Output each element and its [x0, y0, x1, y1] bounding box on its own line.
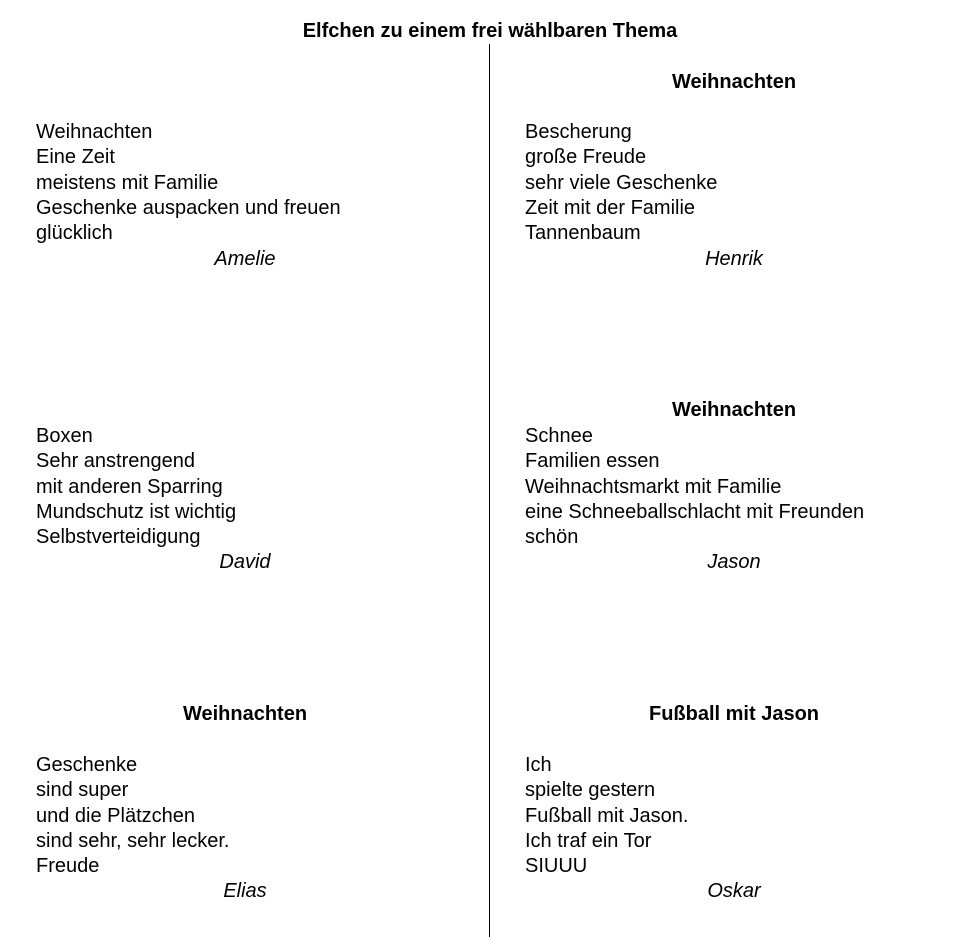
- poem-line: Geschenke auspacken und freuen: [36, 196, 341, 219]
- poem-heading: Fußball mit Jason: [648, 703, 820, 725]
- poem-line: eine Schneeballschlacht mit Freunden: [525, 500, 865, 523]
- poem-author: Henrik: [705, 248, 763, 270]
- poem-line: Eine Zeit: [36, 146, 115, 169]
- poem-author: Oskar: [707, 880, 761, 902]
- poem-line: Sehr anstrengend: [36, 450, 196, 473]
- poem-author: Amelie: [214, 248, 276, 270]
- poem-author: Jason: [707, 551, 761, 573]
- poem-lines: [525, 120, 945, 246]
- poem-line: Selbstverteidigung: [36, 526, 201, 549]
- poem-line: Schnee: [525, 425, 593, 447]
- poem-line: sind sehr, sehr lecker.: [36, 829, 230, 852]
- poem-lines: [36, 424, 456, 550]
- poem-line: und die Plätzchen: [36, 804, 196, 827]
- poem-heading: Weihnachten: [182, 703, 308, 725]
- poem-line: glücklich: [36, 222, 113, 245]
- poem-line: Bescherung: [525, 121, 632, 143]
- poem-line: große Freude: [525, 146, 647, 169]
- poem-line: Zeit mit der Familie: [525, 196, 696, 219]
- poem-heading: Weihnachten: [671, 71, 797, 93]
- poem-line: sehr viele Geschenke: [525, 171, 718, 194]
- poem-line: Mundschutz ist wichtig: [36, 500, 237, 523]
- poem-lines: [36, 120, 456, 246]
- poem-heading: Weihnachten: [671, 399, 797, 421]
- poem-line: schön: [525, 526, 579, 549]
- poem-lines: [525, 753, 945, 879]
- poem-line: Freude: [36, 855, 100, 878]
- poem-line: Ich: [525, 754, 552, 776]
- column-divider: [489, 44, 490, 937]
- poem-line: Fußball mit Jason.: [525, 804, 689, 827]
- poem-line: Boxen: [36, 425, 93, 447]
- poem-line: Familien essen: [525, 450, 660, 473]
- poem-line: Weihnachten: [36, 121, 153, 143]
- page-title: Elfchen zu einem frei wählbaren Thema: [302, 20, 678, 42]
- poem-lines: [36, 753, 456, 879]
- poem-lines: [525, 424, 945, 550]
- poem-author: David: [219, 551, 271, 573]
- poem-line: Tannenbaum: [525, 222, 641, 245]
- poem-line: spielte gestern: [525, 779, 656, 802]
- poem-line: sind super: [36, 779, 129, 802]
- poem-line: Weihnachtsmarkt mit Familie: [525, 475, 782, 498]
- poem-line: Geschenke: [36, 754, 138, 776]
- poem-line: SIUUU: [525, 855, 588, 878]
- poem-line: meistens mit Familie: [36, 171, 219, 194]
- poem-line: mit anderen Sparring: [36, 475, 223, 498]
- poem-author: Elias: [223, 880, 267, 902]
- poem-line: Ich traf ein Tor: [525, 829, 652, 852]
